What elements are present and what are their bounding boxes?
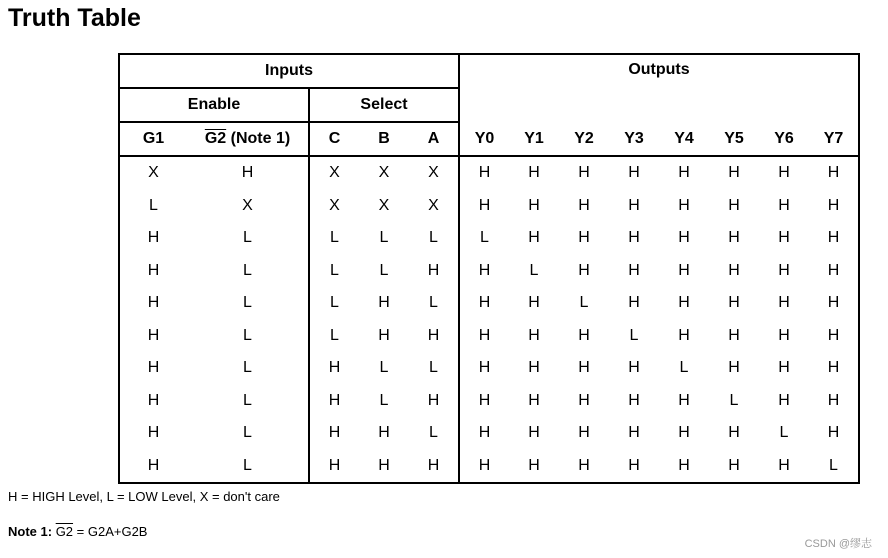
cell-y3: H (609, 450, 659, 484)
cell-c: L (309, 255, 359, 288)
cell-y3: H (628, 196, 640, 214)
cell-g1: H (119, 385, 187, 418)
cell-y2: H (578, 424, 590, 442)
cell-y2: H (578, 391, 590, 409)
cell-y6: H (778, 326, 790, 344)
cell-g2: L (243, 391, 252, 409)
col-header-y6: Y6 (759, 122, 809, 156)
cell-a: X (428, 196, 439, 214)
cell-y0: H (459, 417, 509, 450)
cell-b: H (359, 450, 409, 484)
col-header-b: B (359, 122, 409, 156)
cell-y6: H (778, 261, 790, 279)
cell-b: H (378, 294, 390, 312)
cell-a: X (428, 164, 439, 182)
cell-y2: H (578, 229, 590, 247)
cell-y1: H (528, 294, 540, 312)
note-label: Note 1: (8, 524, 53, 539)
cell-y1: H (509, 450, 559, 484)
cell-g1: H (119, 417, 187, 450)
cell-y1: H (528, 391, 540, 409)
table-row (119, 352, 859, 385)
cell-y2: H (578, 326, 590, 344)
cell-c: H (309, 450, 359, 484)
cell-g1: H (119, 450, 187, 484)
cell-a: L (429, 359, 438, 377)
select-header: Select (309, 88, 459, 122)
legend-text: H = HIGH Level, L = LOW Level, X = don't care (8, 489, 280, 504)
cell-y0: H (459, 287, 509, 320)
truth-table (118, 53, 860, 484)
cell-y5: H (728, 359, 740, 377)
cell-y7: H (809, 287, 859, 320)
cell-y2: H (578, 261, 590, 279)
g2-overline-label: G2 (204, 130, 227, 147)
table-row (119, 417, 859, 450)
cell-y4: H (678, 294, 690, 312)
cell-y7: H (809, 320, 859, 353)
cell-y1: H (528, 424, 540, 442)
cell-g2: L (243, 326, 252, 344)
cell-y6: H (759, 450, 809, 484)
col-header-y7: Y7 (809, 122, 859, 156)
col-header-c: C (309, 122, 359, 156)
cell-b: X (378, 196, 390, 214)
cell-g2: L (243, 261, 252, 279)
cell-y0: H (459, 156, 509, 190)
cell-g2: L (243, 294, 252, 312)
cell-y0: H (459, 450, 509, 484)
cell-g1: H (119, 320, 187, 353)
cell-c: H (309, 417, 359, 450)
col-header-y1: Y1 (509, 122, 559, 156)
cell-y1: L (529, 261, 539, 279)
cell-y7: H (809, 417, 859, 450)
cell-y7: H (809, 385, 859, 418)
cell-g1: H (119, 255, 187, 288)
watermark: CSDN @缪志 (804, 538, 872, 550)
truth-table-body (119, 156, 859, 483)
cell-c: L (309, 320, 359, 353)
cell-a: L (429, 229, 438, 247)
cell-y3: H (628, 164, 640, 182)
outputs-header: Outputs (459, 54, 859, 122)
inputs-header: Inputs (119, 54, 459, 88)
col-header-y3: Y3 (609, 122, 659, 156)
cell-y4: H (678, 326, 690, 344)
cell-y6: H (778, 196, 790, 214)
cell-y5: H (709, 450, 759, 484)
cell-y3: L (629, 326, 639, 344)
cell-y0: H (459, 255, 509, 288)
cell-y3: H (628, 261, 640, 279)
cell-y6: H (778, 229, 790, 247)
cell-y6: L (779, 424, 789, 442)
cell-y2: H (578, 164, 590, 182)
cell-g2: L (243, 424, 252, 442)
col-header-g1: G1 (119, 122, 187, 156)
cell-y1: H (528, 229, 540, 247)
cell-y6: H (778, 164, 790, 182)
cell-y3: H (628, 424, 640, 442)
cell-y2: L (579, 294, 589, 312)
cell-a: L (429, 424, 438, 442)
cell-c: H (309, 385, 359, 418)
table-row (119, 320, 859, 353)
cell-y3: H (628, 294, 640, 312)
cell-y7: H (809, 222, 859, 255)
cell-g2: L (187, 450, 309, 484)
cell-a: H (427, 261, 440, 279)
cell-y5: L (729, 391, 739, 409)
table-row (119, 287, 859, 320)
cell-y5: H (728, 424, 740, 442)
footnote (8, 524, 147, 539)
cell-c: L (309, 222, 359, 255)
cell-y1: H (528, 164, 540, 182)
cell-g1: H (119, 287, 187, 320)
cell-y4: H (678, 164, 690, 182)
cell-g1: H (119, 352, 187, 385)
enable-header: Enable (119, 88, 309, 122)
cell-a: H (409, 450, 459, 484)
table-row (119, 190, 859, 223)
cell-b: L (379, 229, 389, 247)
cell-g1: H (119, 222, 187, 255)
cell-y5: H (728, 229, 740, 247)
cell-c: X (309, 156, 359, 190)
cell-g2: H (241, 164, 254, 182)
cell-y5: H (728, 326, 740, 344)
cell-y2: H (578, 196, 590, 214)
table-row (119, 450, 859, 484)
cell-a: H (427, 391, 440, 409)
table-row (119, 222, 859, 255)
cell-y2: H (559, 450, 609, 484)
cell-y4: H (678, 424, 690, 442)
table-row (119, 255, 859, 288)
cell-b: H (378, 424, 390, 442)
cell-y4: H (678, 391, 690, 409)
cell-y0: H (459, 320, 509, 353)
cell-g2: L (243, 229, 252, 247)
cell-y6: H (778, 294, 790, 312)
cell-y4: H (678, 229, 690, 247)
cell-c: L (309, 287, 359, 320)
cell-g2: L (243, 359, 252, 377)
cell-y4: H (678, 196, 690, 214)
cell-y4: L (679, 359, 689, 377)
cell-y7: H (809, 156, 859, 190)
cell-y4: H (659, 450, 709, 484)
cell-a: H (427, 326, 440, 344)
cell-y6: H (778, 359, 790, 377)
cell-y1: H (528, 196, 540, 214)
cell-y7: H (809, 352, 859, 385)
cell-b: X (378, 164, 390, 182)
cell-y5: H (728, 164, 740, 182)
page-title: Truth Table (8, 4, 141, 32)
cell-c: X (309, 190, 359, 223)
cell-y7: L (809, 450, 859, 484)
col-header-y5: Y5 (709, 122, 759, 156)
cell-g1: L (119, 190, 187, 223)
cell-g2: X (242, 196, 253, 214)
cell-y0: H (459, 352, 509, 385)
cell-b: L (379, 391, 389, 409)
cell-y4: H (678, 261, 690, 279)
cell-y3: H (628, 391, 640, 409)
col-header-y2: Y2 (559, 122, 609, 156)
cell-g1: X (119, 156, 187, 190)
cell-a: L (429, 294, 438, 312)
cell-y6: H (778, 391, 790, 409)
cell-y5: H (728, 196, 740, 214)
cell-y5: H (728, 294, 740, 312)
cell-y1: H (528, 359, 540, 377)
col-header-y0: Y0 (459, 122, 509, 156)
cell-b: H (378, 326, 390, 344)
note-equation: = G2A+G2B (73, 524, 148, 539)
cell-y0: H (459, 385, 509, 418)
col-header-a: A (409, 122, 459, 156)
table-row (119, 385, 859, 418)
cell-y2: H (578, 359, 590, 377)
cell-y3: H (628, 229, 640, 247)
cell-y0: L (459, 222, 509, 255)
table-row (119, 156, 859, 190)
cell-y3: H (628, 359, 640, 377)
col-header-y4: Y4 (659, 122, 709, 156)
cell-b: L (379, 359, 389, 377)
note-g2: G2 (55, 524, 74, 539)
cell-b: L (379, 261, 389, 279)
cell-c: H (309, 352, 359, 385)
g2-note-ref: (Note 1) (226, 130, 291, 147)
cell-y1: H (528, 326, 540, 344)
col-header-g2 (187, 122, 309, 156)
cell-y5: H (728, 261, 740, 279)
cell-y0: H (459, 190, 509, 223)
cell-y7: H (809, 255, 859, 288)
cell-y7: H (809, 190, 859, 223)
